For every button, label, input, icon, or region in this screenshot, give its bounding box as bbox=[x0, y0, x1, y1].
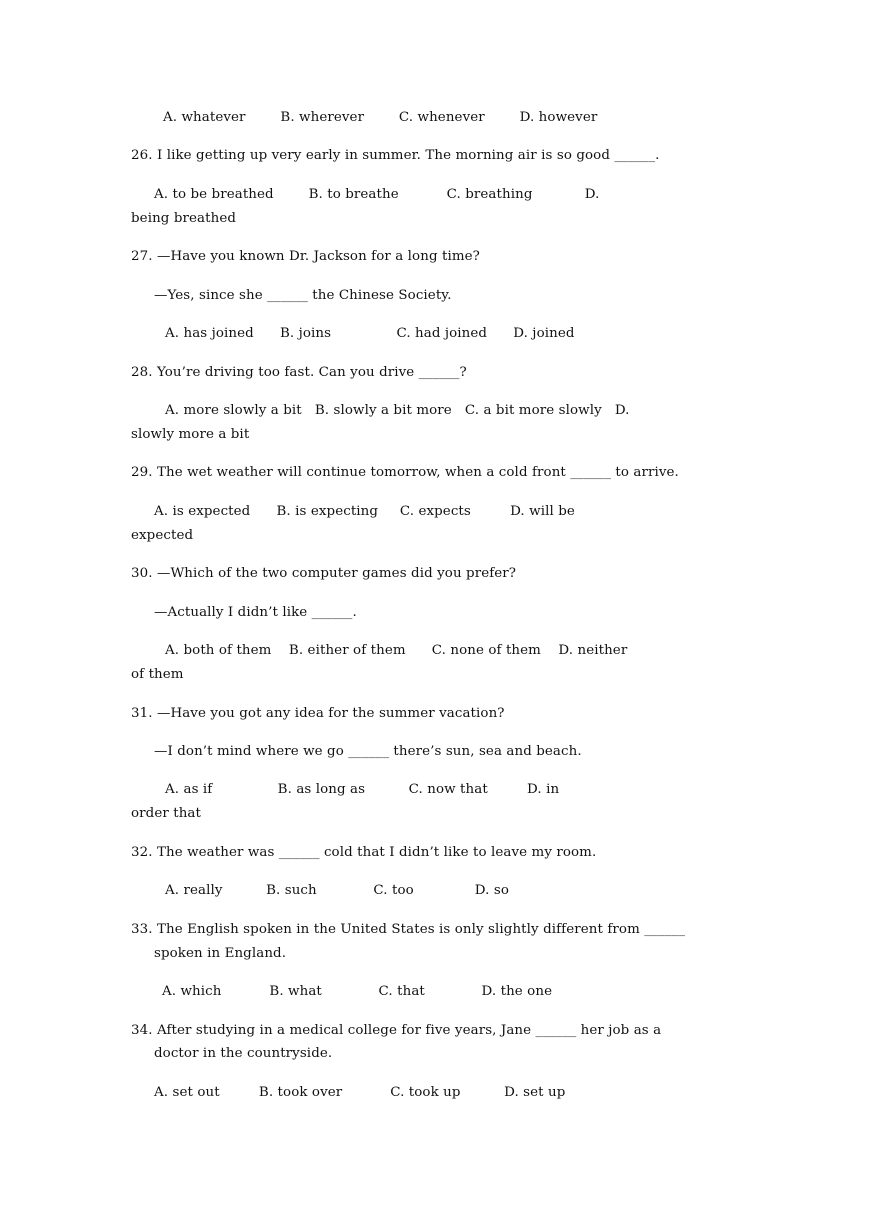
q34-options: A. set out B. took over C. took up D. set up bbox=[154, 1085, 566, 1100]
q30-options: A. both of them B. either of them C. none of them D. neither bbox=[165, 643, 628, 658]
q34-stem-wrap: doctor in the countryside. bbox=[154, 1046, 333, 1061]
q32-options: A. really B. such C. too D. so bbox=[165, 883, 509, 898]
q33-options: A. which B. what C. that D. the one bbox=[162, 984, 553, 999]
q33-stem-wrap: spoken in England. bbox=[154, 946, 287, 961]
q27-options: A. has joined B. joins C. had joined D. joined bbox=[165, 326, 575, 341]
q26-stem: 26. I like getting up very early in summer. The morning air is so good ______. bbox=[131, 148, 660, 163]
q28-options: A. more slowly a bit B. slowly a bit more C. a bit more slowly D. bbox=[165, 403, 630, 418]
q28-stem: 28. You’re driving too fast. Can you drive ______? bbox=[131, 365, 467, 380]
q31-stem: 31. —Have you got any idea for the summer vacation? bbox=[131, 706, 505, 721]
q25-options: A. whatever B. wherever C. whenever D. however bbox=[163, 110, 598, 125]
q34-stem: 34. After studying in a medical college for five years, Jane ______ her job as a bbox=[131, 1023, 662, 1038]
q28-options-wrap: slowly more a bit bbox=[131, 427, 250, 442]
q26-options-wrap: being breathed bbox=[131, 211, 237, 226]
q30-stem: 30. —Which of the two computer games did you prefer? bbox=[131, 566, 517, 581]
q32-stem: 32. The weather was ______ cold that I didn’t like to leave my room. bbox=[131, 845, 597, 860]
q29-options: A. is expected B. is expecting C. expects D. will be bbox=[154, 504, 575, 519]
q31-options: A. as if B. as long as C. now that D. in bbox=[165, 782, 560, 797]
q26-options: A. to be breathed B. to breathe C. breathing D. bbox=[154, 187, 600, 202]
q31-options-wrap: order that bbox=[131, 806, 201, 821]
q30-reply: —Actually I didn’t like ______. bbox=[154, 605, 357, 620]
q31-reply: —I don’t mind where we go ______ there’s sun, sea and beach. bbox=[154, 744, 582, 759]
q27-reply: —Yes, since she ______ the Chinese Society. bbox=[154, 288, 452, 303]
q29-stem: 29. The wet weather will continue tomorrow, when a cold front ______ to arrive. bbox=[131, 465, 679, 480]
q33-stem: 33. The English spoken in the United States is only slightly different from ______ bbox=[131, 922, 685, 937]
q29-options-wrap: expected bbox=[131, 528, 194, 543]
q27-stem: 27. —Have you known Dr. Jackson for a long time? bbox=[131, 249, 480, 264]
q30-options-wrap: of them bbox=[131, 667, 184, 682]
